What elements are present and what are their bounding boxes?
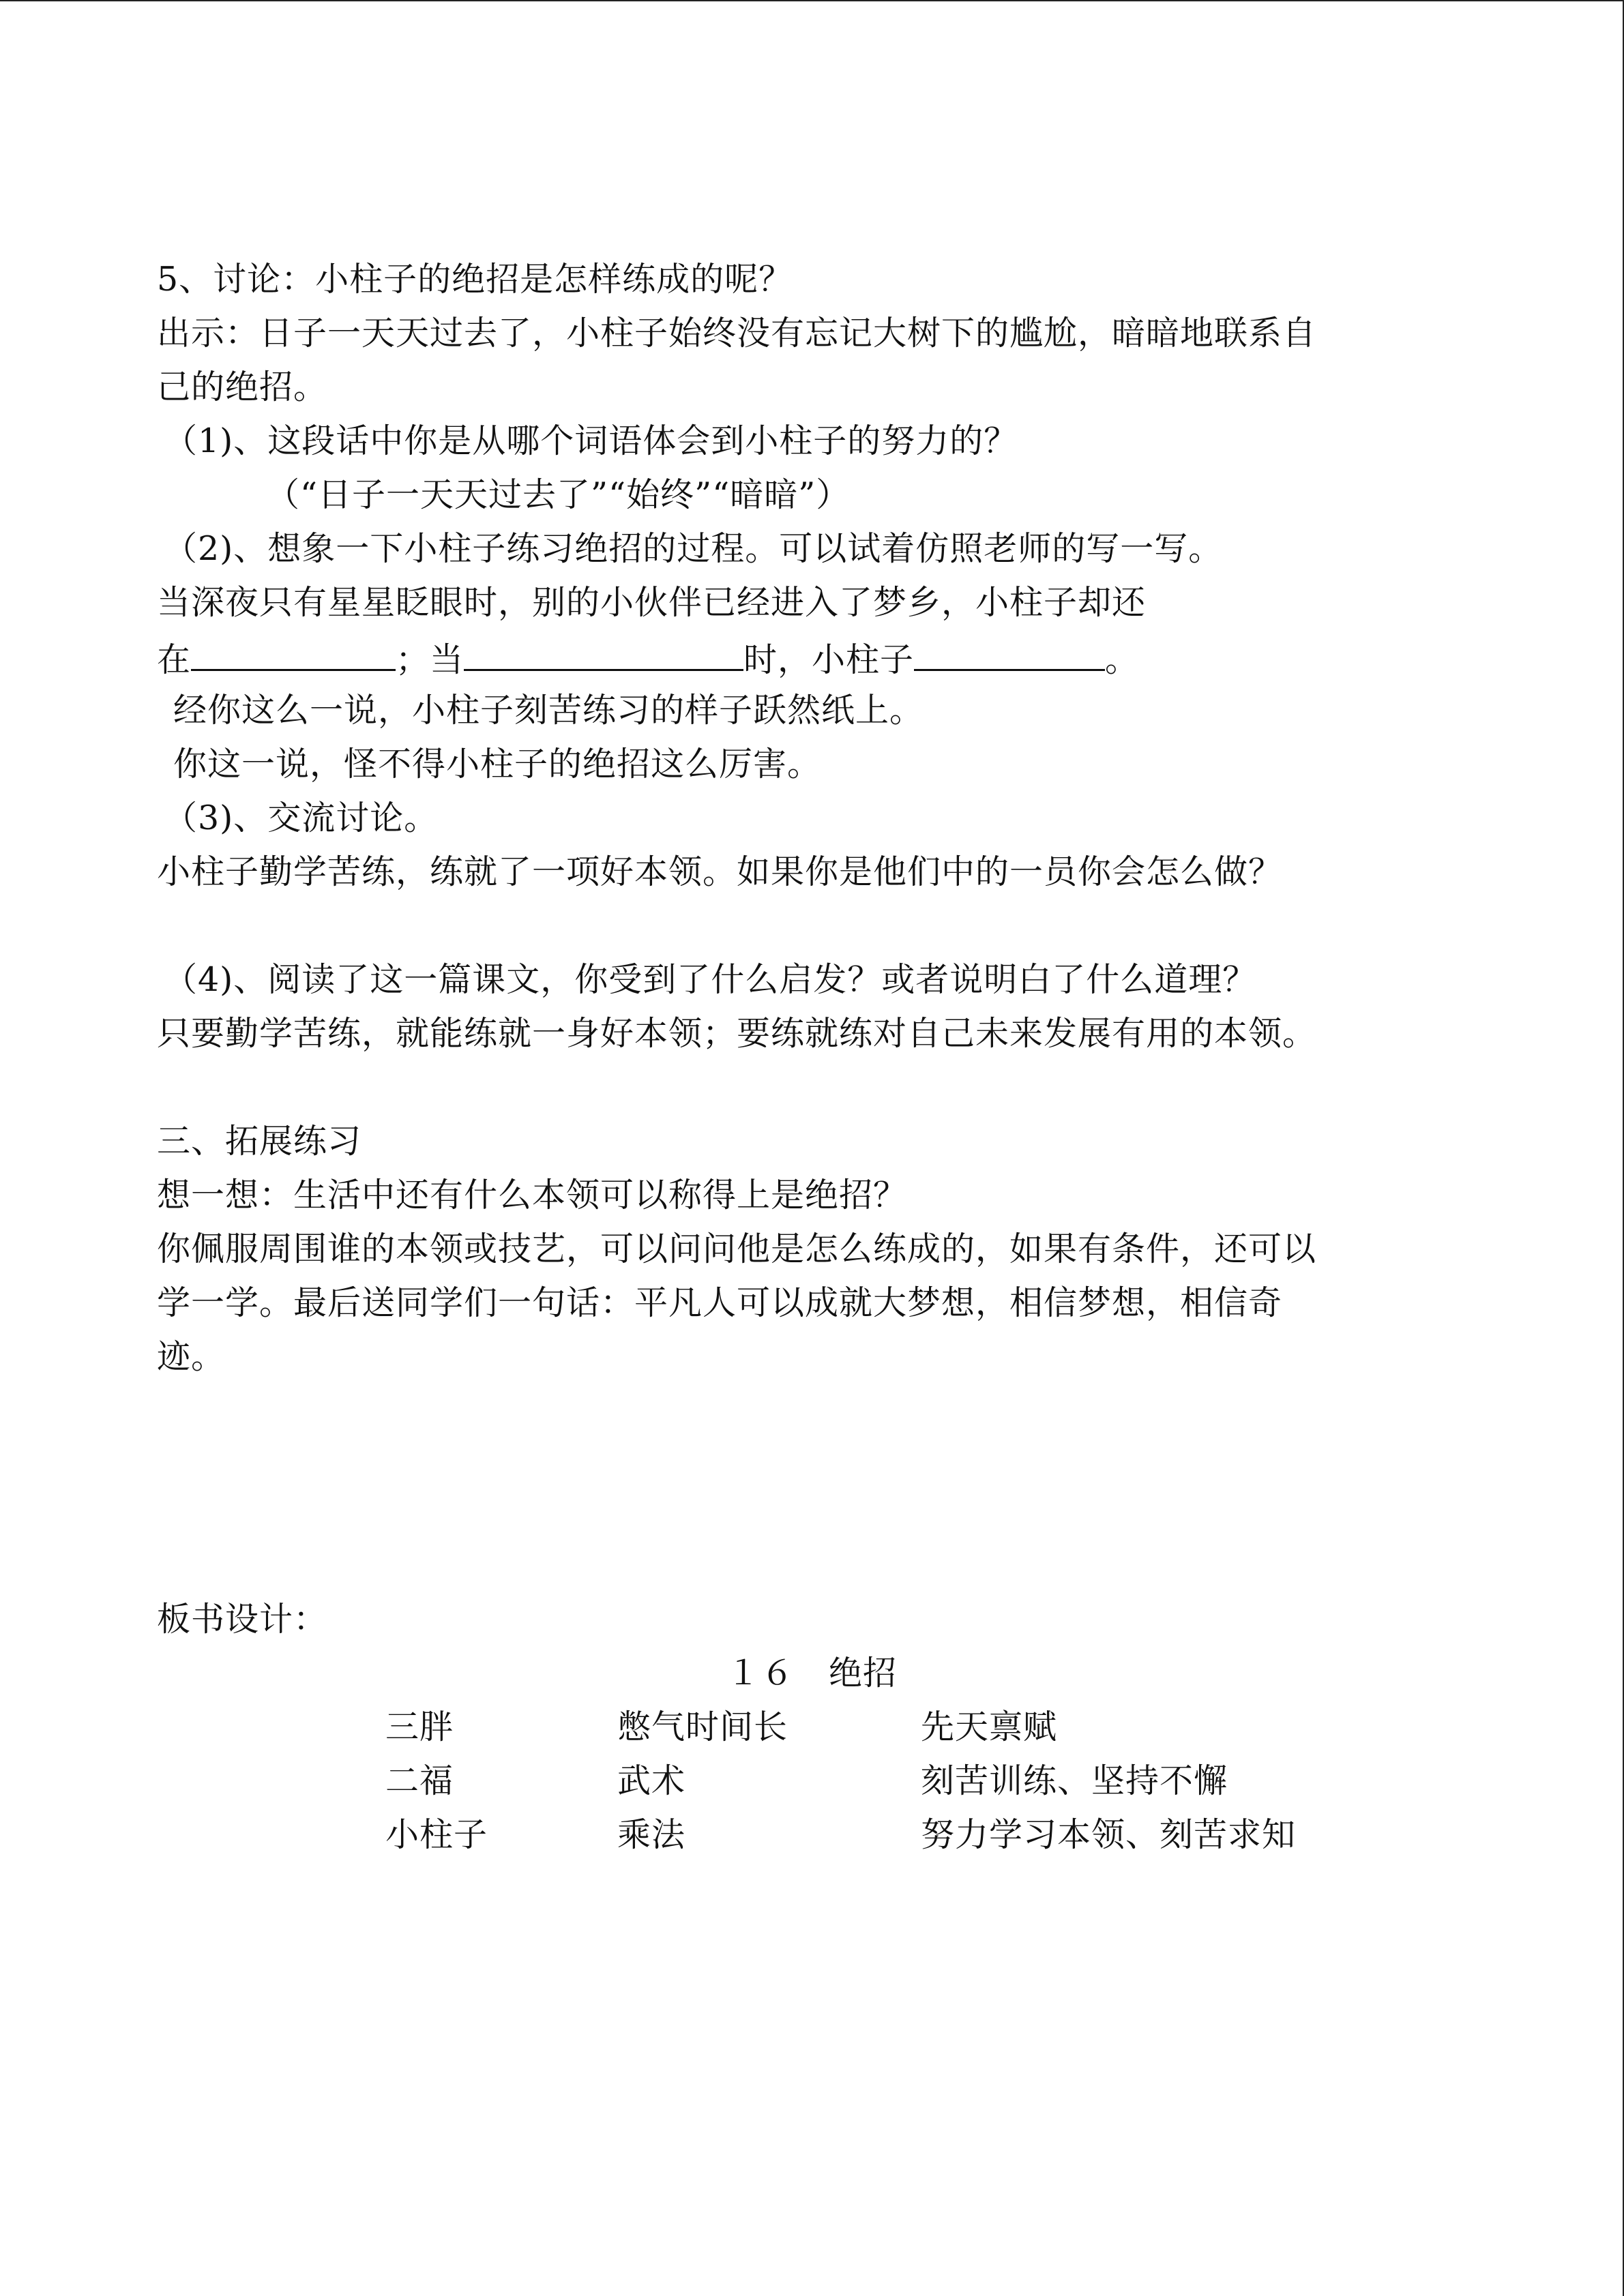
show-text-line1: 出示：日子一天天过去了，小柱子始终没有忘记大树下的尴尬，暗暗地联系自 (157, 314, 1317, 353)
question-4: （4)、阅读了这一篇课文，你受到了什么启发？或者说明白了什么道理？ (164, 960, 1257, 999)
board-row-skill: 武术 (617, 1761, 686, 1800)
blank-3 (914, 629, 1105, 671)
question-2: （2)、想象一下小柱子练习绝招的过程。可以试着仿照老师的写一写。 (164, 529, 1223, 568)
board-row-skill: 乘法 (617, 1815, 686, 1854)
fill-part-1: 在 (157, 640, 192, 679)
board-label: 板书设计： (157, 1600, 328, 1639)
blank-2 (464, 629, 743, 671)
section3-heading: 三、拓展练习 (157, 1122, 362, 1161)
board-row-name: 三胖 (385, 1708, 454, 1746)
fill-part-2: ；当 (396, 640, 464, 679)
show-text-line2: 己的绝招。 (157, 368, 328, 406)
board-row-reason: 刻苦训练、坚持不懈 (921, 1761, 1228, 1800)
question-1: （1)、这段话中你是从哪个词语体会到小柱子的努力的？ (164, 421, 1018, 460)
fill-in-blank-line (157, 629, 1473, 683)
extension-line3: 学一学。最后送同学们一句话：平凡人可以成就大梦想，相信梦想，相信奇 (157, 1283, 1283, 1322)
question-1-answer: （“日子一天天过去了”“始终”“暗暗”） (266, 475, 851, 514)
board-row-skill: 憋气时间长 (617, 1708, 788, 1746)
question-4-answer: 只要勤学苦练，就能练就一身好本领；要练就练对自己未来发展有用的本领。 (157, 1014, 1317, 1053)
question-3-text: 小柱子勤学苦练，练就了一项好本领。如果你是他们中的一员你会怎么做？ (157, 852, 1283, 891)
board-title: １６ 绝招 (726, 1654, 898, 1693)
board-row-reason: 先天禀赋 (921, 1708, 1058, 1746)
board-row-name: 二福 (385, 1761, 454, 1800)
fill-part-3: 时，小柱子 (743, 640, 915, 679)
extension-line1: 想一想：生活中还有什么本领可以称得上是绝招？ (157, 1176, 908, 1214)
board-row-name: 小柱子 (385, 1815, 488, 1854)
teacher-comment-2: 你这一说，怪不得小柱子的绝招这么厉害。 (173, 745, 822, 784)
section5-heading: 5、讨论：小柱子的绝招是怎样练成的呢？ (157, 260, 793, 299)
document-body (157, 252, 1473, 1854)
extension-line4: 迹。 (157, 1337, 226, 1376)
fill-part-4: 。 (1105, 640, 1140, 679)
teacher-comment-1: 经你这么一说，小柱子刻苦练习的样子跃然纸上。 (173, 691, 924, 730)
blank-1 (191, 629, 396, 671)
board-row-reason: 努力学习本领、刻苦求知 (921, 1815, 1297, 1854)
extension-line2: 你佩服周围谁的本领或技艺，可以问问他是怎么练成的，如果有条件，还可以 (157, 1229, 1317, 1268)
example-sentence: 当深夜只有星星眨眼时，别的小伙伴已经进入了梦乡，小柱子却还 (157, 583, 1147, 622)
question-3: （3)、交流讨论。 (164, 799, 439, 837)
